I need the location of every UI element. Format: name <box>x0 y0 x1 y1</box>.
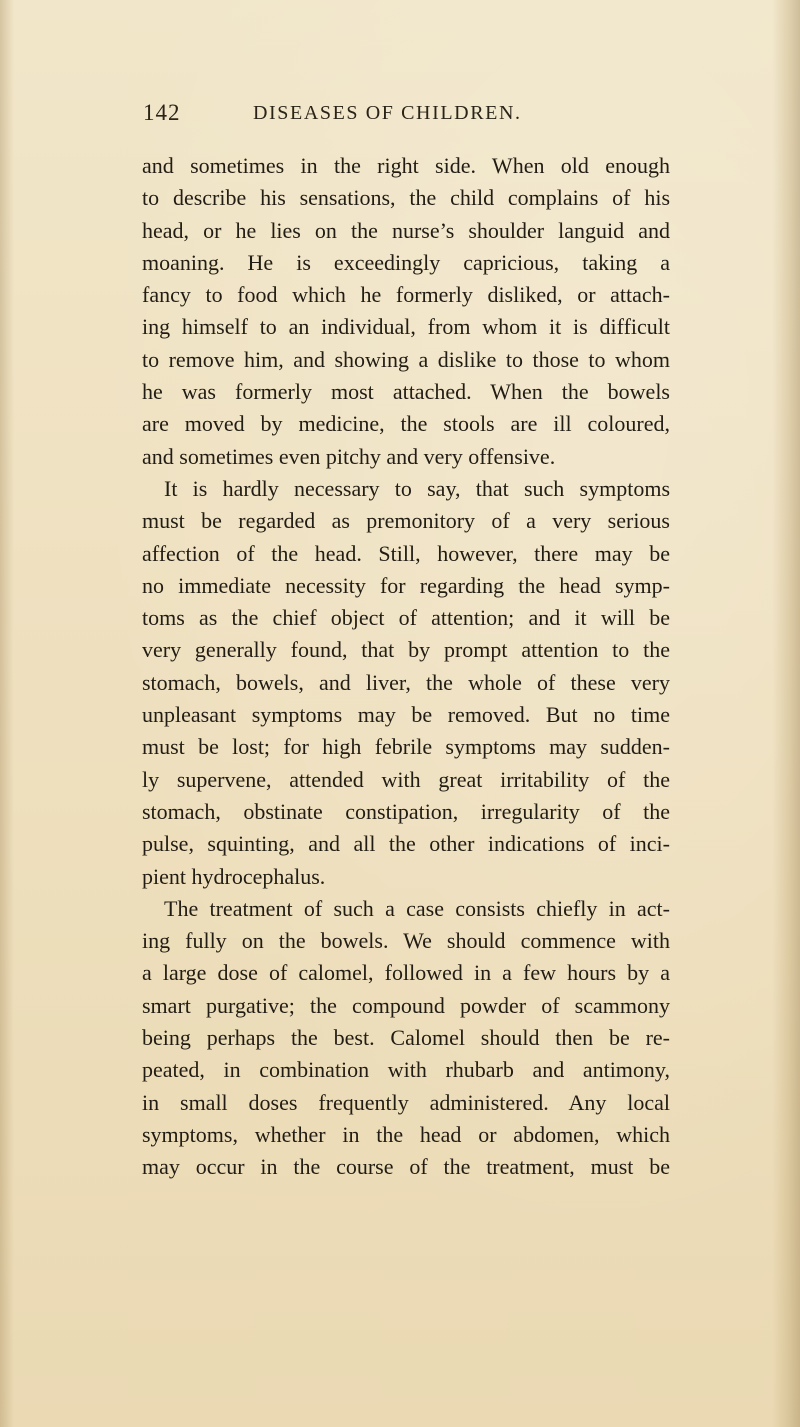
text-line: being perhaps the best. Calomel should then be re- <box>142 1025 670 1051</box>
text-line: no immediate necessity for regarding the head symp- <box>142 572 670 598</box>
text-line: to describe his sensations, the child complains of his <box>142 185 670 211</box>
text-line: and sometimes even pitchy and very offensive. <box>142 443 556 469</box>
text-line: ing himself to an individual, from whom it is difficult <box>142 314 670 340</box>
text-line: stomach, obstinate constipation, irregularity of the <box>142 798 670 824</box>
text-line: fancy to food which he formerly disliked, or attach- <box>142 282 670 308</box>
text-line: smart purgative; the compound powder of scammony <box>142 992 670 1018</box>
text-line: to remove him, and showing a dislike to those to whom <box>142 346 670 372</box>
text-line: in small doses frequently administered. Any local <box>142 1089 670 1115</box>
page-number: 142 <box>143 100 181 125</box>
text-line: very generally found, that by prompt attention to the <box>142 637 670 663</box>
text-line: ly supervene, attended with great irritability of the <box>142 766 670 792</box>
text-line: are moved by medicine, the stools are ill coloured, <box>142 411 670 437</box>
text-line: must be lost; for high febrile symptoms may sudden- <box>142 734 670 760</box>
text-line: pient hydrocephalus. <box>142 863 326 889</box>
text-line: may occur in the course of the treatment, must be <box>142 1154 670 1180</box>
body-text <box>142 150 670 1184</box>
text-line: peated, in combination with rhubarb and antimony, <box>142 1057 670 1083</box>
text-line: symptoms, whether in the head or abdomen, which <box>142 1121 670 1147</box>
text-line: It is hardly necessary to say, that such symptoms <box>164 475 670 501</box>
text-line: toms as the chief object of attention; and it will be <box>142 605 670 631</box>
text-line: The treatment of such a case consists chiefly in act- <box>164 895 670 921</box>
text-line: must be regarded as premonitory of a very serious <box>142 508 670 534</box>
text-line: unpleasant symptoms may be removed. But no time <box>142 702 670 728</box>
page-edge-shadow <box>772 0 800 1427</box>
text-line: and sometimes in the right side. When old enough <box>142 153 670 178</box>
text-line: head, or he lies on the nurse’s shoulder languid and <box>142 217 670 243</box>
running-title: DISEASES OF CHILDREN. <box>253 102 522 124</box>
page-gutter-shadow <box>0 0 14 1427</box>
text-line: pulse, squinting, and all the other indications of inci- <box>142 831 670 857</box>
text-line: affection of the head. Still, however, there may be <box>142 540 670 566</box>
text-line: moaning. He is exceedingly capricious, taking a <box>142 249 670 275</box>
text-line: ing fully on the bowels. We should commence with <box>142 928 670 954</box>
text-line: he was formerly most attached. When the bowels <box>142 379 670 405</box>
text-line: a large dose of calomel, followed in a few hours by a <box>142 960 670 986</box>
text-line: stomach, bowels, and liver, the whole of these very <box>142 669 670 695</box>
